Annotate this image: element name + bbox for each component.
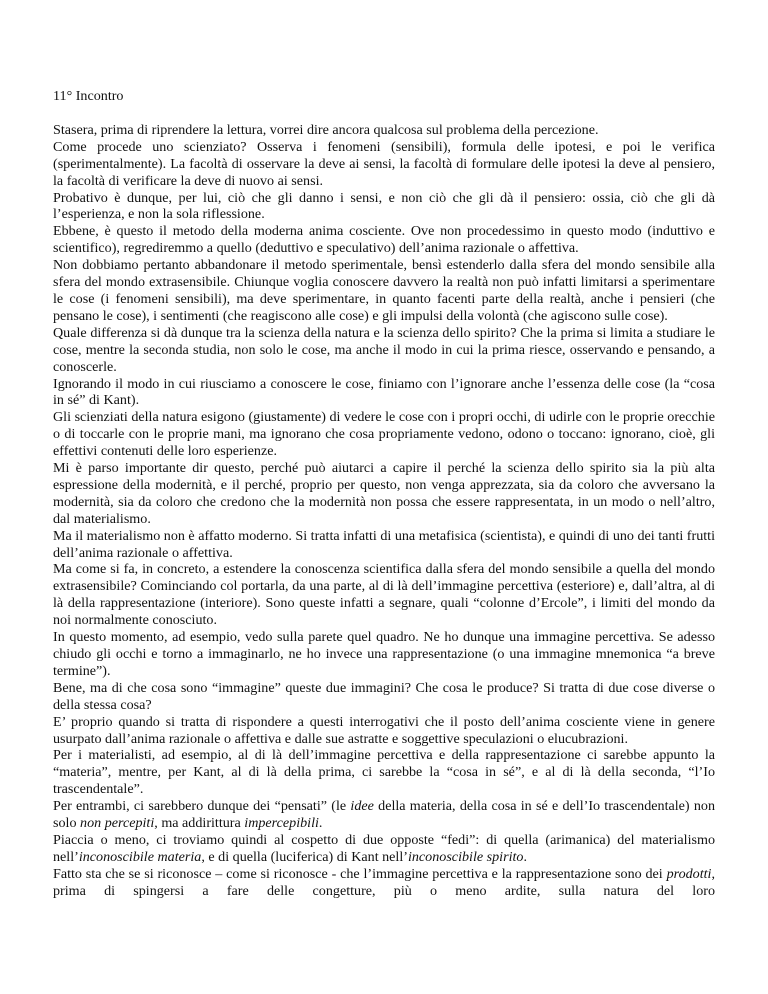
paragraph xyxy=(53,714,715,748)
text-segment: Piaccia o meno, ci troviamo quindi al cospetto di due opposte “fedi”: di quella (arimanica) del materialismo nell’ xyxy=(53,831,715,865)
paragraph xyxy=(53,460,715,528)
paragraph xyxy=(53,528,715,562)
text-segment: Ma come si fa, in concreto, a estendere la conoscenza scientifica dalla sfera del mondo sensibile a quella del mondo extrasensibile? Cominciando col portarla, da una parte, al di là dell’immagine percettiva (esteriore) e, dall’altra, al di là della rappresentazione (interiore). Sono queste infatti a segnare, quali “colonne d’Ercole”, i limiti del mondo da noi normalmente conosciuto. xyxy=(53,561,715,629)
paragraph xyxy=(53,257,715,325)
paragraph xyxy=(53,629,715,680)
document-page xyxy=(53,88,715,900)
italic-text: prodotti xyxy=(666,865,712,882)
document-body xyxy=(53,122,715,900)
paragraph xyxy=(53,866,715,900)
text-segment: Per i materialisti, ad esempio, al di là dell’immagine percettiva e della rappresentazione ci sarebbe appunto la “materia”, mentre, per Kant, al di là della prima, ci sarebbe la “cosa in sé”, e al di là della seconda, “l’Io trascendentale”. xyxy=(53,747,715,798)
text-segment: Gli scienziati della natura esigono (giustamente) di vedere le cose con i propri occhi, di udirle con le proprie orecchie o di toccarle con le proprie mani, ma ignorano che cosa propriamente vedono, odono o toccano: ignorano, cioè, gli effettivi contenuti delle loro esperienze. xyxy=(53,409,715,460)
text-segment: della materia, della cosa in sé e dell’Io trascendentale) non solo xyxy=(53,798,715,832)
text-segment: Probativo è dunque, per lui, ciò che gli danno i sensi, e non ciò che gli dà il pensiero: ossia, ciò che gli dà l’esperienza, e non la sola riflessione. xyxy=(53,189,715,223)
text-segment: Ma il materialismo non è affatto moderno. Si tratta infatti di una metafisica (scientista), e quindi di uno dei tanti frutti dell’anima razionale o affettiva. xyxy=(53,527,715,561)
paragraph xyxy=(53,832,715,866)
text-segment: Bene, ma di che cosa sono “immagine” queste due immagini? Che cosa le produce? Si tratta di due cose diverse o della stessa cosa? xyxy=(53,679,715,713)
text-segment: . xyxy=(318,815,323,832)
italic-text: inconoscibile spirito xyxy=(407,848,524,865)
paragraph xyxy=(53,747,715,798)
text-segment: In questo momento, ad esempio, vedo sulla parete quel quadro. Ne ho dunque una immagine percettiva. Se adesso chiudo gli occhi e torno a immaginarlo, ne ho invece una rappresentazione (o una immagine mnemonica “a breve termine”). xyxy=(53,629,715,679)
italic-text: idee xyxy=(350,798,374,815)
text-segment: Mi è parso importante dir questo, perché può aiutarci a capire il perché la scienza dello spirito sia la più alta espressione della modernità, e il perché, proprio per questo, non venga apprezzata, sia da coloro che avversano la modernità, sia da coloro che credono che la modernità non possa che essere rappresentata, in un modo o nell’altro, dal materialismo. xyxy=(53,460,715,527)
paragraph xyxy=(53,190,715,224)
text-segment: E’ proprio quando si tratta di rispondere a questi interrogativi che il posto dell’anima cosciente viene in genere usurpato dall’anima razionale o affettiva e dalle sue astratte e soggettive speculazioni o elucubrazioni. xyxy=(53,713,715,747)
paragraph xyxy=(53,139,715,190)
italic-text: inconoscibile materia xyxy=(78,848,202,865)
paragraph xyxy=(53,376,715,410)
text-segment: Ignorando il modo in cui riusciamo a conoscere le cose, finiamo con l’ignorare anche l’essenza delle cose (la “cosa in sé” di Kant). xyxy=(53,375,715,409)
paragraph xyxy=(53,409,715,460)
text-segment: Stasera, prima di riprendere la lettura, vorrei dire ancora qualcosa sul problema della percezione. xyxy=(53,121,599,138)
italic-text: impercepibili xyxy=(244,815,319,832)
text-segment: , prima di spingersi a fare delle congetture, più o meno ardite, sulla natura del loro xyxy=(53,865,715,899)
text-segment: Non dobbiamo pertanto abbandonare il metodo sperimentale, bensì estenderlo dalla sfera del mondo sensibile alla sfera del mondo extrasensibile. Chiunque voglia conoscere davvero la realtà non può infatti limitarsi a sperimentare le cose (i fenomeni sensibili), ma deve sperimentare, in quanto facenti parte della realtà, anche i pensieri (che pensano le cose), i sentimenti (che reagiscono alle cose) e gli impulsi della volontà (che agiscono sulle cose). xyxy=(53,257,715,324)
text-segment: Come procede uno scienziato? Osserva i fenomeni (sensibili), formula delle ipotesi, e poi le verifica (sperimentalmente). La facoltà di osservare la deve ai sensi, la facoltà di formulare delle ipotesi la deve al pensiero, la facoltà di verificare la deve di nuovo ai sensi. xyxy=(53,138,715,189)
document-heading: 11° Incontro xyxy=(53,88,124,104)
text-segment: , ma addirittura xyxy=(154,815,245,832)
text-segment: Fatto sta che se si riconosce – come si riconosce - che l’immagine percettiva e la rappresentazione sono dei xyxy=(53,865,667,882)
paragraph xyxy=(53,680,715,714)
text-segment: . xyxy=(523,848,527,865)
text-segment: Quale differenza si dà dunque tra la scienza della natura e la scienza dello spirito? Che la prima si limita a studiare le cose, mentre la seconda studia, non solo le cose, ma anche il modo in cui la prima riesce, osservando e pensando, a conoscerle. xyxy=(53,324,715,375)
text-segment: , e di quella (luciferica) di Kant nell’ xyxy=(201,848,408,865)
paragraph xyxy=(53,798,715,832)
italic-text: non percepiti xyxy=(80,815,155,832)
text-segment: Per entrambi, ci sarebbero dunque dei “pensati” (le xyxy=(53,798,351,815)
paragraph xyxy=(53,561,715,629)
paragraph xyxy=(53,223,715,257)
text-segment: Ebbene, è questo il metodo della moderna anima cosciente. Ove non procedessimo in questo modo (induttivo e scientifico), regrediremmo a quello (deduttivo e speculativo) dell’anima razionale o affettiva. xyxy=(53,223,715,257)
paragraph xyxy=(53,122,715,139)
paragraph xyxy=(53,325,715,376)
